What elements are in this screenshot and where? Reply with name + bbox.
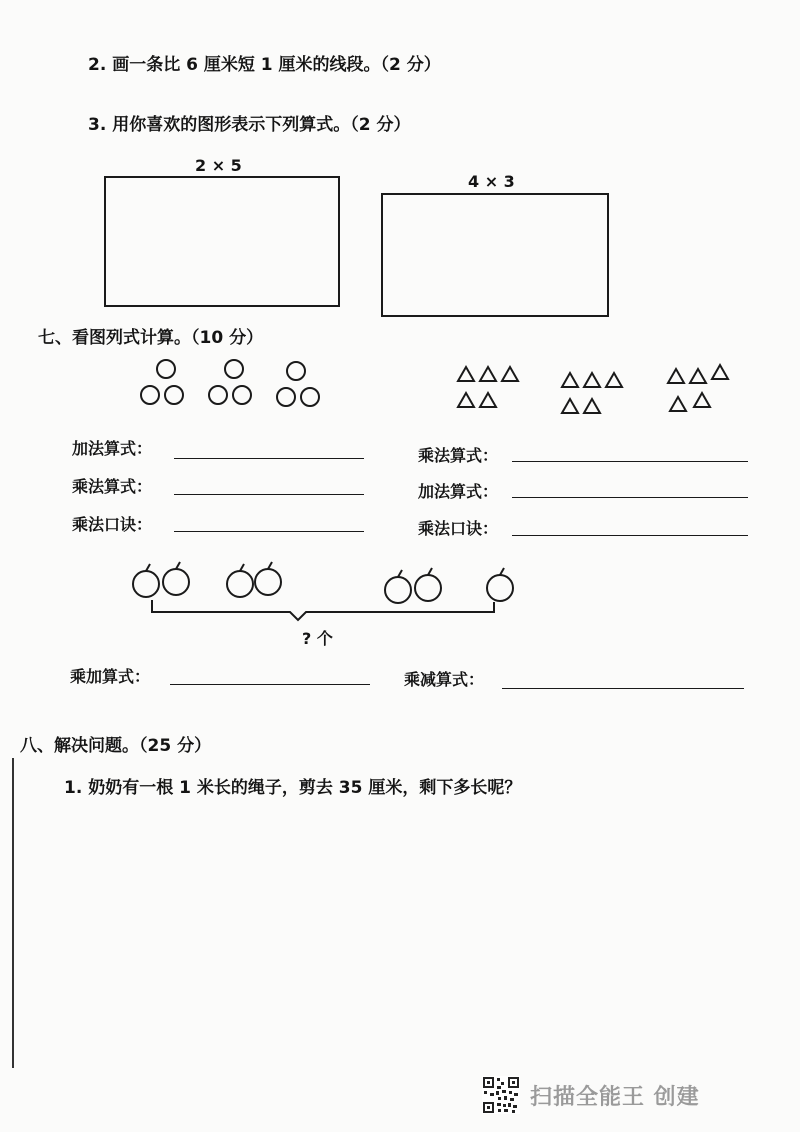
section-7-title: 七、看图列式计算。（10 分） (38, 328, 264, 348)
multiplication-label-right: 乘法算式： (418, 446, 499, 465)
apples-figure (120, 558, 530, 628)
triangle-shape (668, 369, 684, 383)
problem-1: 1. 奶奶有一根 1 米长的绳子，剪去 35 厘米，剩下多长呢？ (64, 778, 522, 798)
triangle-shape (480, 367, 496, 381)
question-3: 3. 用你喜欢的图形表示下列算式。（2 分） (88, 115, 411, 135)
triangle-shape (458, 393, 474, 407)
watermark-text: 扫描全能王 创建 (530, 1085, 700, 1110)
times-table-answer-line-left[interactable] (174, 531, 364, 532)
brace-bracket (152, 600, 494, 620)
multiply-add-label: 乘加算式： (70, 667, 151, 686)
addition-answer-line-left[interactable] (174, 458, 364, 459)
question-2: 2. 画一条比 6 厘米短 1 厘米的线段。（2 分） (88, 55, 441, 75)
apple-icon (255, 562, 281, 595)
apple-icon (415, 568, 441, 601)
multiply-add-answer-line[interactable] (170, 684, 370, 685)
triangle-shape (712, 365, 728, 379)
triangle-shape (690, 369, 706, 383)
box-expression-right: 4 × 3 (468, 172, 515, 191)
triangle-shape (584, 373, 600, 387)
triangle-shape (480, 393, 496, 407)
triangle-shape (584, 399, 600, 413)
apple-icon (163, 562, 189, 595)
addition-answer-line-right[interactable] (512, 497, 748, 498)
triangle-shape (694, 393, 710, 407)
addition-label-left: 加法算式： (72, 439, 153, 458)
triangle-groups-figure (450, 355, 760, 420)
section-8-title: 八、解决问题。（25 分） (20, 736, 212, 756)
circle-shape (301, 388, 319, 406)
multiplication-answer-line-left[interactable] (174, 494, 364, 495)
circle-shape (209, 386, 227, 404)
times-table-label-right: 乘法口诀： (418, 519, 499, 538)
circle-shape (165, 386, 183, 404)
margin-line (12, 758, 14, 1068)
circle-groups-figure (130, 355, 330, 415)
circle-shape (141, 386, 159, 404)
circle-shape (287, 362, 305, 380)
apple-icon (385, 570, 411, 603)
triangle-shape (502, 367, 518, 381)
multiplication-label-left: 乘法算式： (72, 477, 153, 496)
answer-box-left[interactable] (104, 176, 340, 307)
triangle-shape (606, 373, 622, 387)
answer-box-right[interactable] (381, 193, 609, 317)
apple-icon (227, 564, 253, 597)
multiply-subtract-answer-line[interactable] (502, 688, 744, 689)
addition-label-right: 加法算式： (418, 482, 499, 501)
triangle-shape (458, 367, 474, 381)
apples-question: ? 个 (302, 629, 333, 648)
multiply-subtract-label: 乘减算式： (404, 670, 485, 689)
circle-shape (225, 360, 243, 378)
circle-shape (277, 388, 295, 406)
box-expression-left: 2 × 5 (195, 156, 242, 175)
apple-icon (487, 568, 513, 601)
triangle-shape (562, 373, 578, 387)
multiplication-answer-line-right[interactable] (512, 461, 748, 462)
qr-code-icon (482, 1076, 520, 1114)
circle-shape (233, 386, 251, 404)
apple-icon (133, 564, 159, 597)
times-table-answer-line-right[interactable] (512, 535, 748, 536)
triangle-shape (670, 397, 686, 411)
circle-shape (157, 360, 175, 378)
times-table-label-left: 乘法口诀： (72, 515, 153, 534)
triangle-shape (562, 399, 578, 413)
